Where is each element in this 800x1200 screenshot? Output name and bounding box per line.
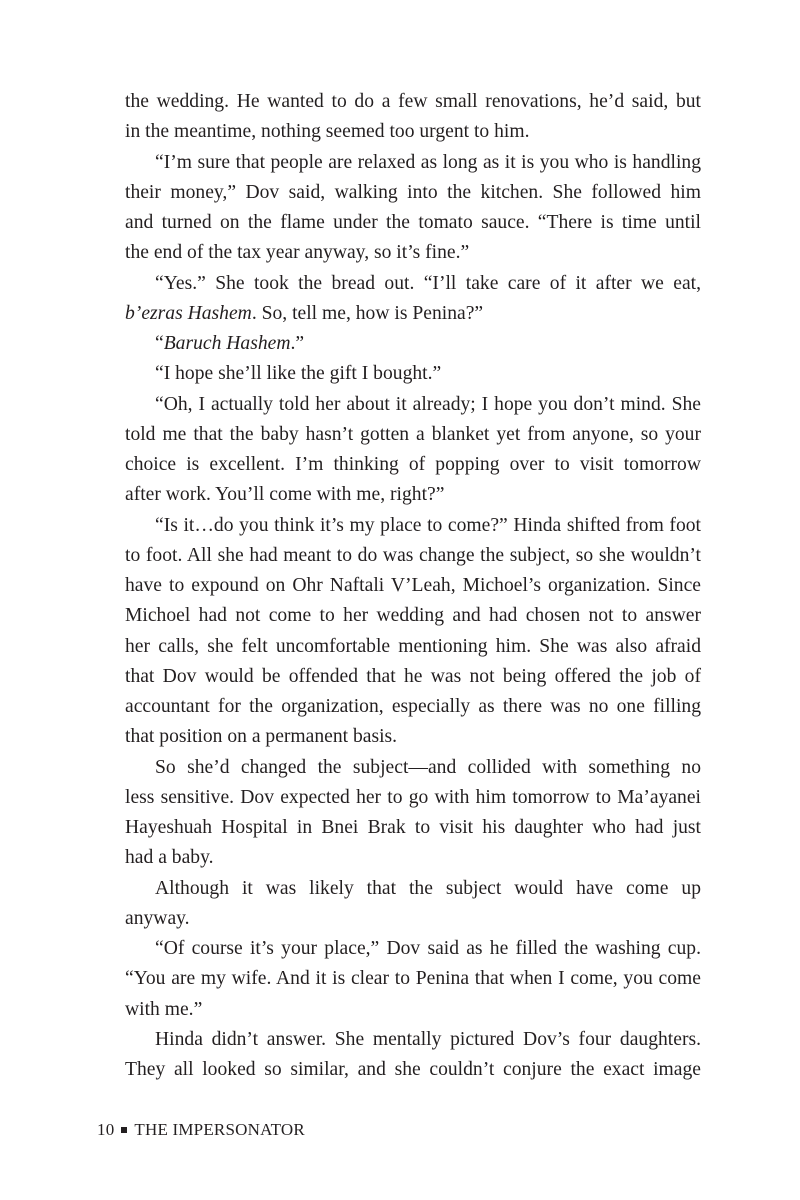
text-line: Michoel had not come to her wedding and had chosen not to answer xyxy=(125,605,701,627)
body-text xyxy=(125,87,701,1085)
text-line: and turned on the flame under the tomato sauce. “There is time until xyxy=(125,212,701,233)
text-line: told me that the baby hasn’t gotten a blanket yet from anyone, so your xyxy=(125,423,701,445)
text-line: with me.” xyxy=(125,998,203,1020)
italic-text: b’ezras Hashem xyxy=(125,302,252,324)
text-line: So she’d changed the subject—and collided with something no xyxy=(155,756,701,778)
text-line: that position on a permanent basis. xyxy=(125,726,398,748)
text-line: “You are my wife. And it is clear to Penina that when I come, you come xyxy=(125,968,701,990)
text-line: “Is it…do you think it’s my place to come?” Hinda shifted from foot xyxy=(155,514,701,536)
text-line: Although it was likely that the subject would have come up xyxy=(155,877,701,899)
text-line: “I’m sure that people are relaxed as long as it is you who is handling xyxy=(155,151,701,173)
text-line: her calls, she felt uncomfortable mentioning him. She was also afraid xyxy=(125,635,701,657)
text-line: “Oh, I actually told her about it already; I hope you don’t mind. She xyxy=(155,393,701,415)
text-line: in the meantime, nothing seemed too urgent to him. xyxy=(125,121,530,143)
text-line xyxy=(125,329,701,359)
running-footer xyxy=(97,1120,305,1140)
text-line: Hinda didn’t answer. She mentally pictured Dov’s four daughters. xyxy=(155,1028,701,1050)
text-segment: “ xyxy=(155,333,164,354)
text-line: to foot. All she had meant to do was change the subject, so she wouldn’t xyxy=(125,544,701,566)
text-line: less sensitive. Dov expected her to go with him tomorrow to Ma’ayanei xyxy=(125,786,701,808)
text-line: “Of course it’s your place,” Dov said as he filled the washing cup. xyxy=(155,938,701,959)
text-line: anyway. xyxy=(125,907,190,929)
text-line: “I hope she’ll like the gift I bought.” xyxy=(155,363,442,385)
text-line: have to expound on Ohr Naftali V’Leah, Michoel’s organization. Since xyxy=(125,575,701,596)
text-segment: . So, tell me, how is Penina?” xyxy=(251,302,484,324)
text-line: had a baby. xyxy=(125,847,214,869)
text-line: They all looked so similar, and she couldn’t conjure the exact image xyxy=(125,1059,701,1080)
text-line: that Dov would be offended that he was not being offered the job of xyxy=(125,665,701,687)
text-line: after work. You’ll come with me, right?” xyxy=(125,484,445,506)
text-line: their money,” Dov said, walking into the kitchen. She followed him xyxy=(125,181,701,203)
text-line xyxy=(125,299,701,329)
text-line: “Yes.” She took the bread out. “I’ll take care of it after we eat, xyxy=(155,272,701,294)
text-line: Hayeshuah Hospital in Bnei Brak to visit his daughter who had just xyxy=(125,817,701,838)
book-title: THE IMPERSONATOR xyxy=(134,1120,305,1139)
text-line: accountant for the organization, especially as there was no one filling xyxy=(125,696,701,717)
text-line: the wedding. He wanted to do a few small renovations, he’d said, but xyxy=(125,91,701,112)
italic-text: Baruch Hashem xyxy=(163,333,291,354)
text-line: choice is excellent. I’m thinking of popping over to visit tomorrow xyxy=(125,454,701,475)
page-number: 10 xyxy=(97,1120,115,1139)
text-line: the end of the tax year anyway, so it’s fine.” xyxy=(125,242,470,264)
text-segment: .” xyxy=(290,333,305,354)
square-bullet-icon xyxy=(121,1127,127,1133)
